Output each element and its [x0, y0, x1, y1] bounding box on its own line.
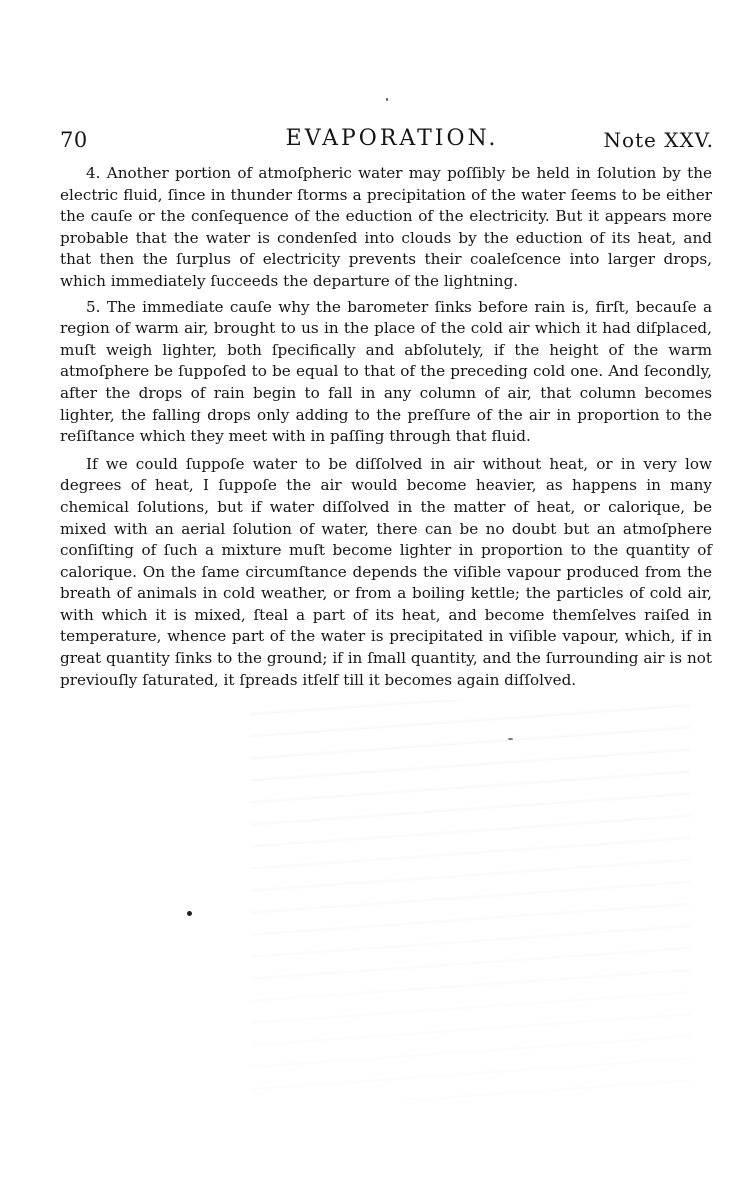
show-through-text — [250, 700, 690, 1100]
page-number: 70 — [60, 128, 88, 152]
ink-speck — [187, 911, 192, 916]
paragraph-5-barometer: 5. The immediate cauſe why the barometer ſinks before rain is, firſt, becauſe a region of warm air, brought to us in the place of the cold air which it had diſplaced, muſt weigh lighter, both ſpecifically and abſolutely, if the height of the warm atmoſphere be ſuppoſed to be equal to that of the preceding cold one. And ſecondly, after the drops of rain begin to fall in any column of air, that column becomes lighter, the falling drops only adding to the preſſure of the air in proportion to the reſiſtance which they meet with in paſſing through that fluid. — [60, 297, 712, 446]
ink-speck — [386, 98, 388, 101]
ink-speck — [508, 738, 513, 740]
paragraph-4-electric-fluid: 4. Another portion of atmoſpheric water may poſſibly be held in ſolution by the electric fluid, ſince in thunder ſtorms a precipitation of the water ſeems to be either the cauſe or the conſequence of the eduction of the electricity. But it appears more probable that the water is condenſed into clouds by the eduction of its heat, and that then the ſurplus of electricity prevents their coaleſcence into larger drops, which immediately ſucceeds the departure of the lightning. — [60, 164, 712, 290]
paragraph-calorique: If we could ſuppoſe water to be diſſolved in air without heat, or in very low degrees of heat, I ſuppoſe the air would become heavier, as happens in many chemical ſolutions, but if water diſſolved in the matter of heat, or calorique, be mixed with an aerial ſolution of water, there can be no doubt but an atmoſphere conſiſting of ſuch a mixture muſt become lighter in proportion to the quantity of calorique. On the ſame circumſtance depends the viſible vapour produced from the breath of animals in cold weather, or from a boiling kettle; the particles of cold air, with which it is mixed, ſteal a part of its heat, and become themſelves raiſed in temperature, whence part of the water is precipitated in viſible vapour, which, if in great quantity ſinks to the ground; if in ſmall quantity, and the ſurrounding air is not previouſly ſaturated, it ſpreads itſelf till it becomes again diſſolved. — [60, 454, 712, 689]
page-header — [60, 122, 714, 158]
body-text — [60, 163, 712, 691]
running-title: EVAPORATION. — [285, 126, 499, 151]
note-label: Note XXV. — [603, 128, 714, 152]
